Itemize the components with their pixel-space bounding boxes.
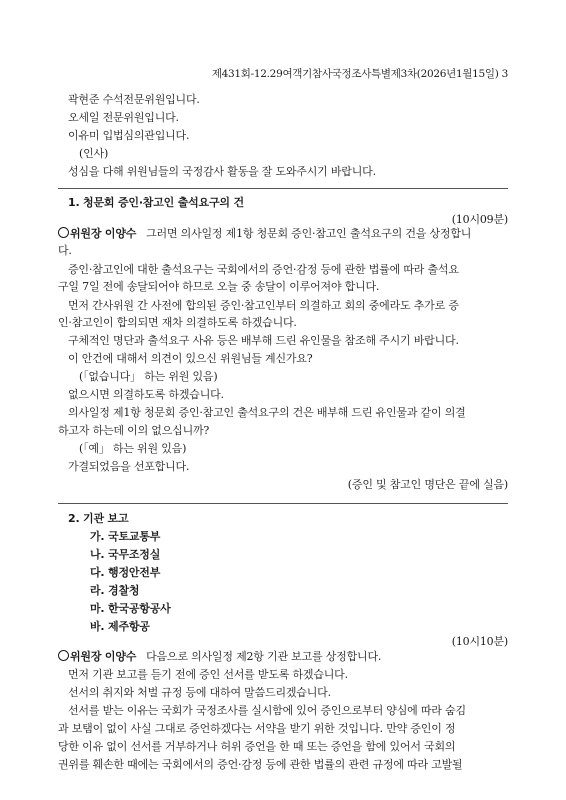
intro-line: 이유미 입법심의관입니다.	[68, 129, 190, 142]
section-2-title: 2. 기관 보고	[68, 512, 129, 525]
speech-line: 먼저 기관 보고를 듣기 전에 증인 선서를 받도록 하겠습니다.	[68, 668, 348, 681]
section-1-closing-note: (증인 및 참고인 명단은 끝에 실음)	[347, 478, 508, 491]
section-divider	[58, 503, 508, 504]
speech-line: 당한 이유 없이 선서를 거부하거나 허위 증언을 한 때 또는 증언을 함에 있어서 국회의	[58, 740, 456, 753]
speaker-name: 위원장 이양수	[70, 650, 137, 663]
section-divider	[58, 188, 508, 189]
section-2-time: (10시10분)	[451, 635, 508, 648]
speech-line: 구체적인 명단과 출석요구 사유 등은 배부해 드린 유인물을 참조해 주시기 바랍니다.	[68, 334, 459, 347]
speech-line: 증인·참고인에 대한 출석요구는 국회에서의 증언·감정 등에 관한 법률에 따라 출석요	[68, 263, 459, 276]
speech-line: 선서의 취지와 처벌 규정 등에 대하여 말씀드리겠습니다.	[68, 686, 331, 699]
speech-line: 의사일정 제1항 청문회 증인·참고인 출석요구의 건은 배부해 드린 유인물과 같이 의결	[68, 406, 466, 419]
speech-line: 하고자 하는데 이의 없으십니까?	[58, 424, 210, 437]
speech-line: 먼저 간사위원 간 사전에 합의된 증인·참고인부터 의결하고 회의 중에라도 추가로 증	[68, 299, 459, 312]
speech-line: 이 안건에 대해서 의견이 있으신 위원님들 계신가요?	[68, 352, 313, 365]
speech-line: 다.	[58, 244, 72, 257]
speech-line: 권위를 훼손한 때에는 국회에서의 증언·감정 등에 관한 법률의 관련 규정에 따라 고발될	[58, 758, 463, 771]
speech-line: 인·참고인이 합의되면 재차 의결하도록 하겠습니다.	[58, 316, 297, 329]
speech-line: 과 보탬이 없이 사실 그대로 증언하겠다는 서약을 받기 위한 것입니다. 만약 증인이 정	[58, 722, 456, 735]
speaker-name: 위원장 이양수	[70, 227, 137, 240]
intro-line: 곽현준 수석전문위원입니다.	[68, 93, 200, 106]
agency-item: 다. 행정안전부	[90, 566, 161, 579]
intro-line: 성심을 다해 위원님들의 국정감사 활동을 잘 도와주시기 바랍니다.	[68, 165, 376, 178]
agency-item: 라. 경찰청	[90, 584, 140, 597]
section-1-time: (10시09분)	[451, 213, 508, 226]
speaker-line	[58, 226, 508, 241]
agency-item: 나. 국무조정실	[90, 548, 161, 561]
speech-line: (「예」 하는 위원 있음)	[79, 442, 187, 455]
agency-item: 바. 제주항공	[90, 620, 150, 633]
intro-line: 오세일 전문위원입니다.	[68, 111, 179, 124]
speech-line: 선서를 받는 이유는 국회가 국정조사를 실시함에 있어 증인으로부터 양심에 따라 숨김	[68, 704, 466, 717]
speech-line: 가결되었음을 선포합니다.	[68, 460, 190, 473]
intro-line: (인사)	[79, 147, 109, 160]
speaker-marker-icon	[58, 227, 69, 238]
speaker-marker-icon	[58, 650, 69, 661]
speech-line: 없으시면 의결하도록 하겠습니다.	[68, 388, 224, 401]
agency-item: 가. 국토교통부	[90, 530, 161, 543]
agency-item: 마. 한국공항공사	[90, 602, 171, 615]
speech-line: (「없습니다」 하는 위원 있음)	[79, 370, 218, 383]
page-header: 제431회-12.29여객기참사국정조사특별제3차(2026년1월15일) 3	[211, 68, 508, 80]
section-1-title: 1. 청문회 증인·참고인 출석요구의 건	[68, 196, 244, 209]
speech-line: 구일 7일 전에 송달되어야 하므로 오늘 중 송달이 이루어져야 합니다.	[58, 280, 380, 293]
speech-text: 그러면 의사일정 제1항 청문회 증인·참고인 출석요구의 건을 상정합니	[146, 227, 472, 240]
speech-text: 다음으로 의사일정 제2항 기관 보고를 상정합니다.	[146, 650, 382, 663]
speaker-line	[58, 649, 508, 664]
